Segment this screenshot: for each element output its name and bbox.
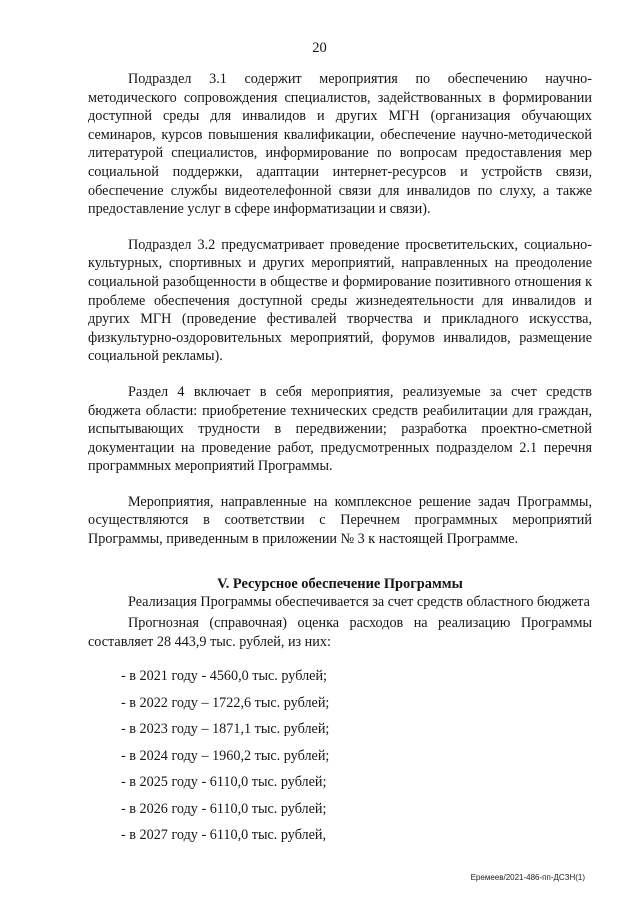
paragraph-subsection-3-2: Подраздел 3.2 предусматривает проведение просветительских, социально-культурных, спортивных и других мероприятий, направленных на преодоление социальной разобщенности в обществе и формирование позитивного отношения к проблеме обеспечения доступной среды жизнедеятельности для инвалидов и других МГН (проведение фестивалей творчества и прикладного искусства, физкультурно-оздоровительных мероприятий, форумов инвалидов, размещение социальной рекламы). bbox=[88, 236, 592, 365]
funding-item-2023: - в 2023 году – 1871,1 тыс. рублей; bbox=[121, 721, 330, 738]
funding-item-2025: - в 2025 году - 6110,0 тыс. рублей; bbox=[121, 774, 327, 791]
paragraph-program-measures: Мероприятия, направленные на комплексное решение задач Программы, осуществляются в соответствии с Перечнем программных мероприятий Программы, приведенным в приложении № 3 к настоящей Программе. bbox=[88, 493, 592, 548]
funding-item-2026: - в 2026 году - 6110,0 тыс. рублей; bbox=[121, 800, 327, 817]
funding-item-2027: - в 2027 году - 6110,0 тыс. рублей, bbox=[121, 827, 327, 844]
paragraph-funding-estimate: Прогнозная (справочная) оценка расходов на реализацию Программы составляет 28 443,9 тыс. рублей, из них: bbox=[88, 615, 592, 650]
funding-by-year-list bbox=[88, 667, 592, 853]
funding-item-2021: - в 2021 году - 4560,0 тыс. рублей; bbox=[121, 668, 327, 685]
document-body bbox=[88, 70, 592, 853]
funding-item-2022: - в 2022 году – 1722,6 тыс. рублей; bbox=[121, 694, 330, 711]
paragraph-subsection-3-1: Подраздел 3.1 содержит мероприятия по обеспечению научно-методического сопровождения специалистов, задействованных в формировании доступной среды для инвалидов и других МГН (организация обучающих семинаров, курсов повышения квалификации, обеспечение научно-методической литературой специалистов, информирование по вопросам предоставления мер социальной поддержки, адаптации интернет-ресурсов и устройств связи, обеспечение службы видеотелефонной связи для инвалидов по слуху, а также предоставление услуг в сфере информатизации и связи). bbox=[88, 71, 592, 218]
page-number: 20 bbox=[312, 40, 327, 56]
funding-item-2024: - в 2024 году – 1960,2 тыс. рублей; bbox=[121, 747, 330, 764]
document-reference: Еремеев/2021-486-пп-ДСЗН(1) bbox=[470, 873, 585, 882]
section-v-heading: V. Ресурсное обеспечение Программы bbox=[217, 575, 463, 592]
paragraph-section-4: Раздел 4 включает в себя мероприятия, реализуемые за счет средств бюджета области: приобретение технических средств реабилитации для граждан, испытывающих трудности в передвижении; разработка проектно-сметной документации на проведение работ, предусмотренных подразделом 2.1 перечня программных мероприятий Программы. bbox=[88, 383, 592, 475]
paragraph-funding-source: Реализация Программы обеспечивается за счет средств областного бюджета bbox=[128, 593, 590, 610]
